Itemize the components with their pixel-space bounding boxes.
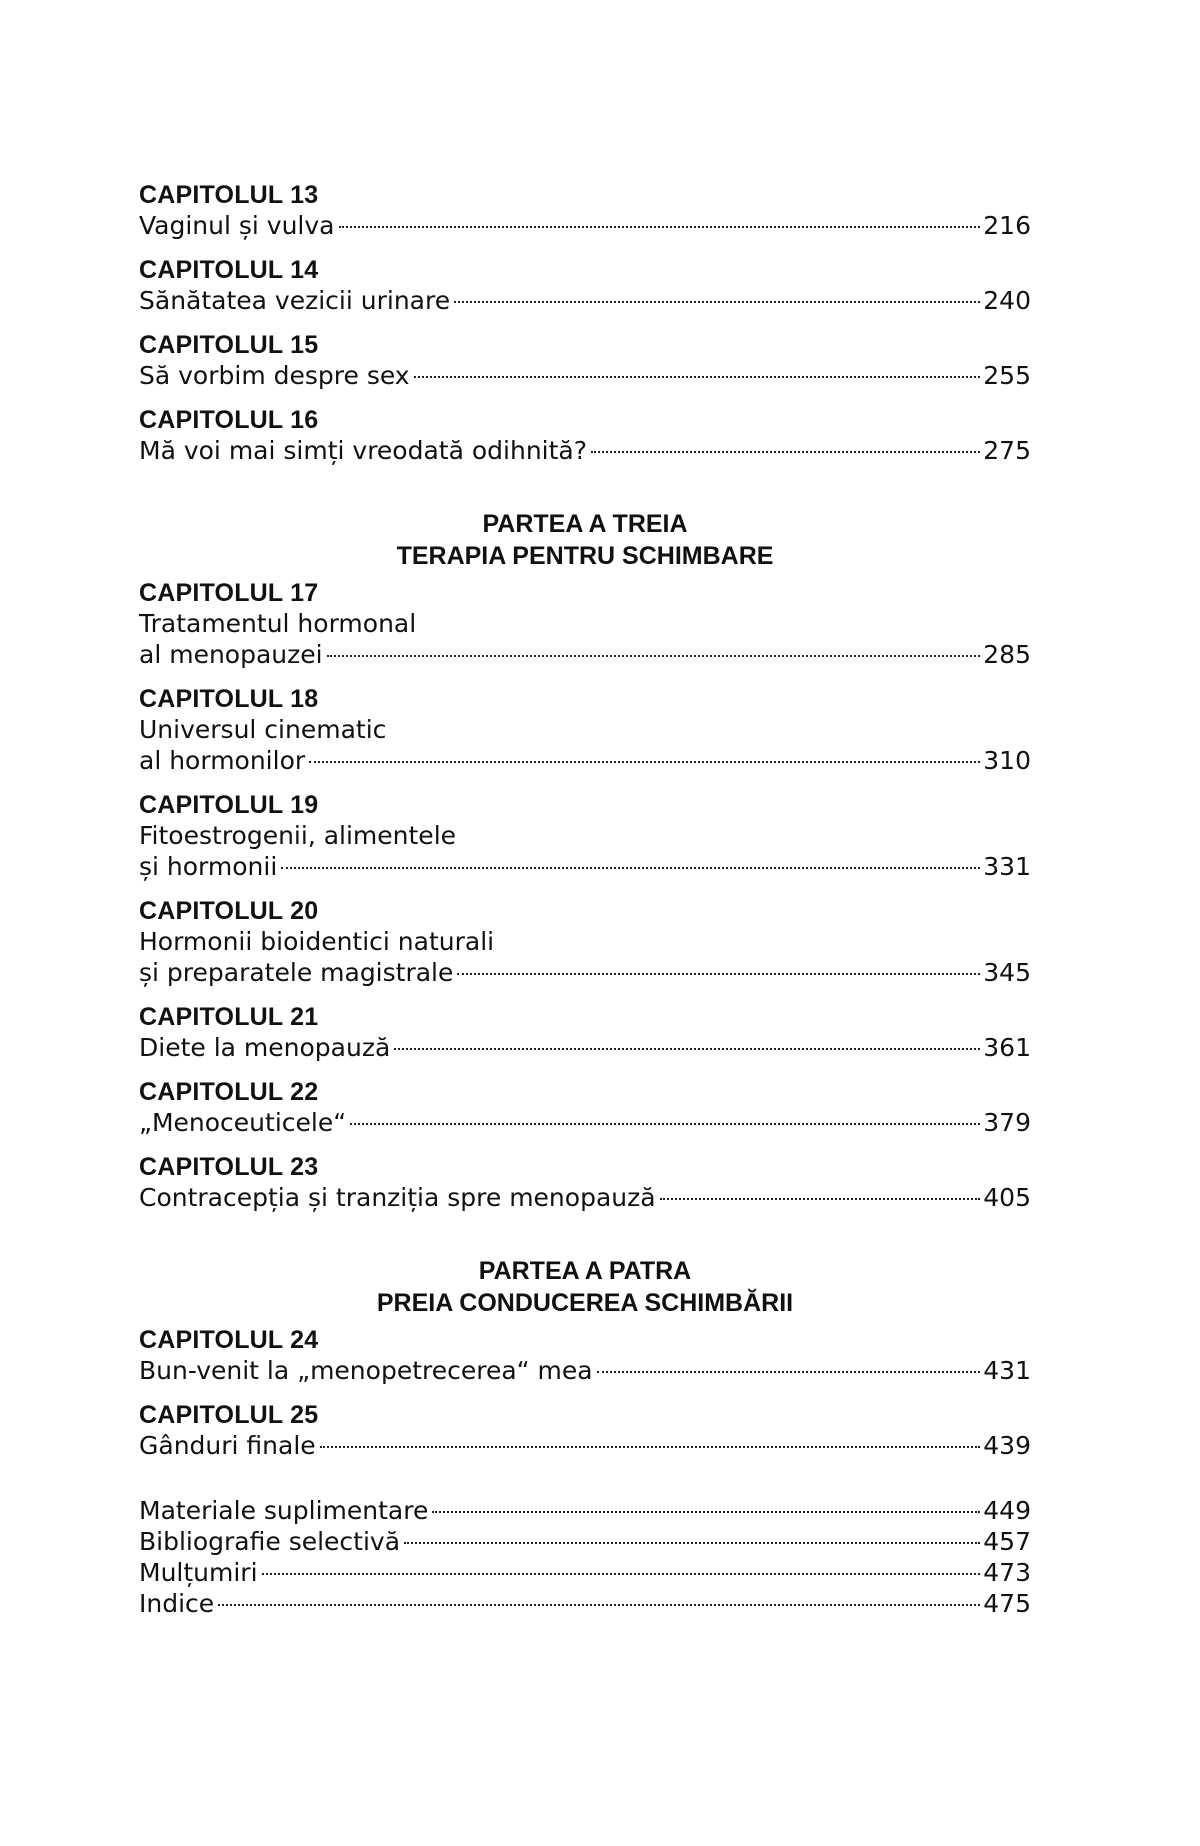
table-of-contents <box>139 180 1031 1619</box>
chapter-entry <box>139 180 1031 241</box>
entry-title: Mulțumiri <box>139 1558 258 1587</box>
dot-leader <box>327 655 981 657</box>
part-subtitle: TERAPIA PENTRU SCHIMBARE <box>396 542 774 570</box>
part-title: PARTEA A PATRA <box>478 1257 692 1285</box>
entry-title: Materiale suplimentare <box>139 1496 429 1525</box>
dot-leader <box>454 301 980 303</box>
chapter-title: Bun-venit la „menopetrecerea“ mea <box>139 1356 593 1385</box>
chapter-group-1 <box>139 180 1031 466</box>
chapter-title: și preparatele magistrale <box>139 958 454 987</box>
chapter-title-line: Tratamentul hormonal <box>139 609 417 638</box>
dot-leader <box>281 867 980 869</box>
entry-title: Bibliografie selectivă <box>139 1527 401 1556</box>
dot-leader <box>350 1123 980 1125</box>
page-number: 240 <box>983 286 1031 315</box>
chapter-entry <box>139 896 1031 988</box>
chapter-entry <box>139 1077 1031 1138</box>
chapter-title-line: Hormonii bioidentici naturali <box>139 927 495 956</box>
page-number: 216 <box>983 211 1031 240</box>
chapter-title: Mă voi mai simți vreodată odihnită? <box>139 436 587 465</box>
page-number: 285 <box>983 640 1031 669</box>
chapter-title: și hormonii <box>139 852 278 881</box>
dot-leader <box>339 226 981 228</box>
part-heading <box>139 508 1031 572</box>
chapter-title: al menopauzei <box>139 640 323 669</box>
dot-leader <box>218 1604 980 1606</box>
dot-leader <box>320 1446 981 1448</box>
page-number: 345 <box>983 958 1031 987</box>
chapter-title: al hormonilor <box>139 746 306 775</box>
chapter-title: „Menoceuticele“ <box>139 1108 347 1137</box>
chapter-title: Diete la menopauză <box>139 1033 391 1062</box>
toc-row[interactable] <box>139 1430 1031 1461</box>
toc-row[interactable] <box>139 1182 1031 1213</box>
toc-row[interactable] <box>139 285 1031 316</box>
chapter-label: CAPITOLUL 15 <box>139 331 319 359</box>
chapter-title: Să vorbim despre sex <box>139 361 410 390</box>
chapter-group-part-3 <box>139 578 1031 1213</box>
dot-leader <box>414 376 981 378</box>
toc-row[interactable] <box>139 851 1031 882</box>
page-number: 449 <box>983 1496 1031 1525</box>
dot-leader <box>432 1511 980 1513</box>
chapter-label: CAPITOLUL 25 <box>139 1401 319 1429</box>
toc-row[interactable] <box>139 1495 1031 1526</box>
page-number: 439 <box>983 1431 1031 1460</box>
part-heading <box>139 1255 1031 1319</box>
page-number: 473 <box>983 1558 1031 1587</box>
chapter-title: Gânduri finale <box>139 1431 316 1460</box>
part-title: PARTEA A TREIA <box>482 510 688 538</box>
toc-row[interactable] <box>139 360 1031 391</box>
chapter-entry <box>139 330 1031 391</box>
toc-row[interactable] <box>139 1355 1031 1386</box>
chapter-title: Vaginul și vulva <box>139 211 335 240</box>
toc-row[interactable] <box>139 957 1031 988</box>
chapter-label: CAPITOLUL 17 <box>139 579 319 607</box>
dot-leader <box>309 761 980 763</box>
page-number: 255 <box>983 361 1031 390</box>
dot-leader <box>404 1542 980 1544</box>
chapter-label: CAPITOLUL 13 <box>139 181 319 209</box>
chapter-entry <box>139 405 1031 466</box>
dot-leader <box>660 1198 981 1200</box>
chapter-label: CAPITOLUL 23 <box>139 1153 319 1181</box>
page-number: 431 <box>983 1356 1031 1385</box>
part-subtitle: PREIA CONDUCEREA SCHIMBĂRII <box>376 1289 794 1317</box>
chapter-label: CAPITOLUL 22 <box>139 1078 319 1106</box>
page-number: 310 <box>983 746 1031 775</box>
dot-leader <box>597 1371 981 1373</box>
chapter-title: Contracepția și tranziția spre menopauză <box>139 1183 656 1212</box>
page-number: 475 <box>983 1589 1031 1618</box>
chapter-title: Sănătatea vezicii urinare <box>139 286 451 315</box>
chapter-label: CAPITOLUL 24 <box>139 1326 319 1354</box>
toc-row[interactable] <box>139 1588 1031 1619</box>
chapter-entry <box>139 255 1031 316</box>
dot-leader <box>262 1573 981 1575</box>
page-number: 379 <box>983 1108 1031 1137</box>
page-number: 331 <box>983 852 1031 881</box>
dot-leader <box>394 1048 980 1050</box>
toc-row[interactable] <box>139 1107 1031 1138</box>
chapter-group-part-4 <box>139 1325 1031 1461</box>
chapter-label: CAPITOLUL 14 <box>139 256 319 284</box>
dot-leader <box>591 451 980 453</box>
chapter-label: CAPITOLUL 20 <box>139 897 319 925</box>
toc-row[interactable] <box>139 639 1031 670</box>
chapter-entry <box>139 1325 1031 1386</box>
dot-leader <box>457 973 980 975</box>
page-number: 457 <box>983 1527 1031 1556</box>
toc-row[interactable] <box>139 745 1031 776</box>
chapter-entry <box>139 790 1031 882</box>
chapter-label: CAPITOLUL 18 <box>139 685 319 713</box>
chapter-entry <box>139 1002 1031 1063</box>
page-number: 275 <box>983 436 1031 465</box>
chapter-entry <box>139 1400 1031 1461</box>
entry-title: Indice <box>139 1589 215 1618</box>
back-matter <box>139 1495 1031 1619</box>
toc-row[interactable] <box>139 1557 1031 1588</box>
toc-row[interactable] <box>139 1032 1031 1063</box>
chapter-entry <box>139 684 1031 776</box>
chapter-label: CAPITOLUL 21 <box>139 1003 319 1031</box>
toc-row[interactable] <box>139 1526 1031 1557</box>
page-number: 361 <box>983 1033 1031 1062</box>
chapter-title-line: Fitoestrogenii, alimentele <box>139 821 457 850</box>
page-number: 405 <box>983 1183 1031 1212</box>
toc-row[interactable] <box>139 210 1031 241</box>
chapter-label: CAPITOLUL 19 <box>139 791 319 819</box>
chapter-title-line: Universul cinematic <box>139 715 387 744</box>
chapter-entry <box>139 578 1031 670</box>
chapter-label: CAPITOLUL 16 <box>139 406 319 434</box>
toc-row[interactable] <box>139 435 1031 466</box>
chapter-entry <box>139 1152 1031 1213</box>
